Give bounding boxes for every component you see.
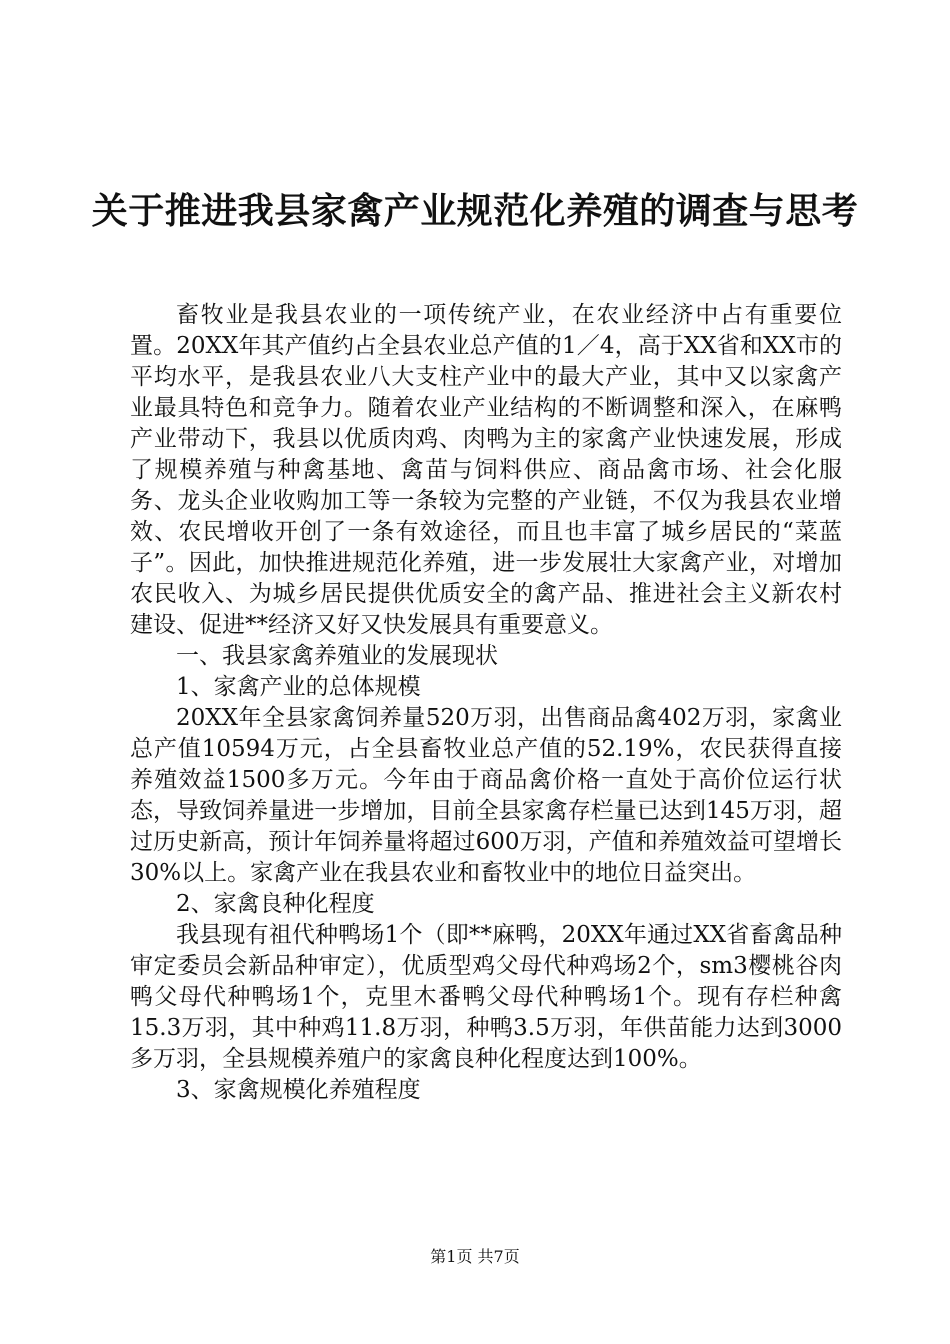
paragraph-breeds: 我县现有祖代种鸭场1个（即**麻鸭，20XX年通过XX省畜禽品种审定委员会新品种审定），优质型鸡父母代种鸡场2个，sm3樱桃谷肉鸭父母代种鸭场1个，克里木番鸭父母代种鸭场1个。现有存栏种禽15.3万羽，其中种鸡11.8万羽，种鸭3.5万羽，年供苗能力达到3000多万羽，全县规模养殖户的家禽良种化程度达到100%。: [130, 922, 842, 1072]
paragraph-intro: 畜牧业是我县农业的一项传统产业，在农业经济中占有重要位置。20XX年其产值约占全县农业总产值的1／4，高于XX省和XX市的平均水平，是我县农业八大支柱产业中的最大产业，其中又以家禽产业最具特色和竞争力。随着农业产业结构的不断调整和深入，在麻鸭产业带动下，我县以优质肉鸡、肉鸭为主的家禽产业快速发展，形成了规模养殖与种禽基地、禽苗与饲料供应、商品禽市场、社会化服务、龙头企业收购加工等一条较为完整的产业链，不仅为我县农业增效、农民增收开创了一条有效途径，而且也丰富了城乡居民的“菜蓝子”。因此，加快推进规范化养殖，进一步发展壮大家禽产业，对增加农民收入、为城乡居民提供优质安全的禽产品、推进社会主义新农村建设、促进**经济又好又快发展具有重要意义。: [130, 302, 842, 638]
subsection-heading-1: 1、家禽产业的总体规模: [176, 674, 421, 700]
document-title: 关于推进我县家禽产业规范化养殖的调查与思考: [91, 190, 859, 232]
paragraph-scale: 20XX年全县家禽饲养量520万羽，出售商品禽402万羽，家禽业总产值10594万元，占全县畜牧业总产值的52.19%，农民获得直接养殖效益1500多万元。今年由于商品禽价格一直处于高价位运行状态，导致饲养量进一步增加，目前全县家禽存栏量已达到145万羽，超过历史新高，预计年饲养量将超过600万羽，产值和养殖效益可望增长30%以上。家禽产业在我县农业和畜牧业中的地位日益突出。: [130, 705, 842, 886]
section-heading-1: 一、我县家禽养殖业的发展现状: [176, 643, 498, 669]
subsection-heading-2: 2、家禽良种化程度: [176, 891, 375, 917]
page-footer: 第1页 共7页: [430, 1247, 520, 1266]
subsection-heading-3: 3、家禽规模化养殖程度: [176, 1077, 421, 1103]
document-body: [130, 300, 842, 1106]
